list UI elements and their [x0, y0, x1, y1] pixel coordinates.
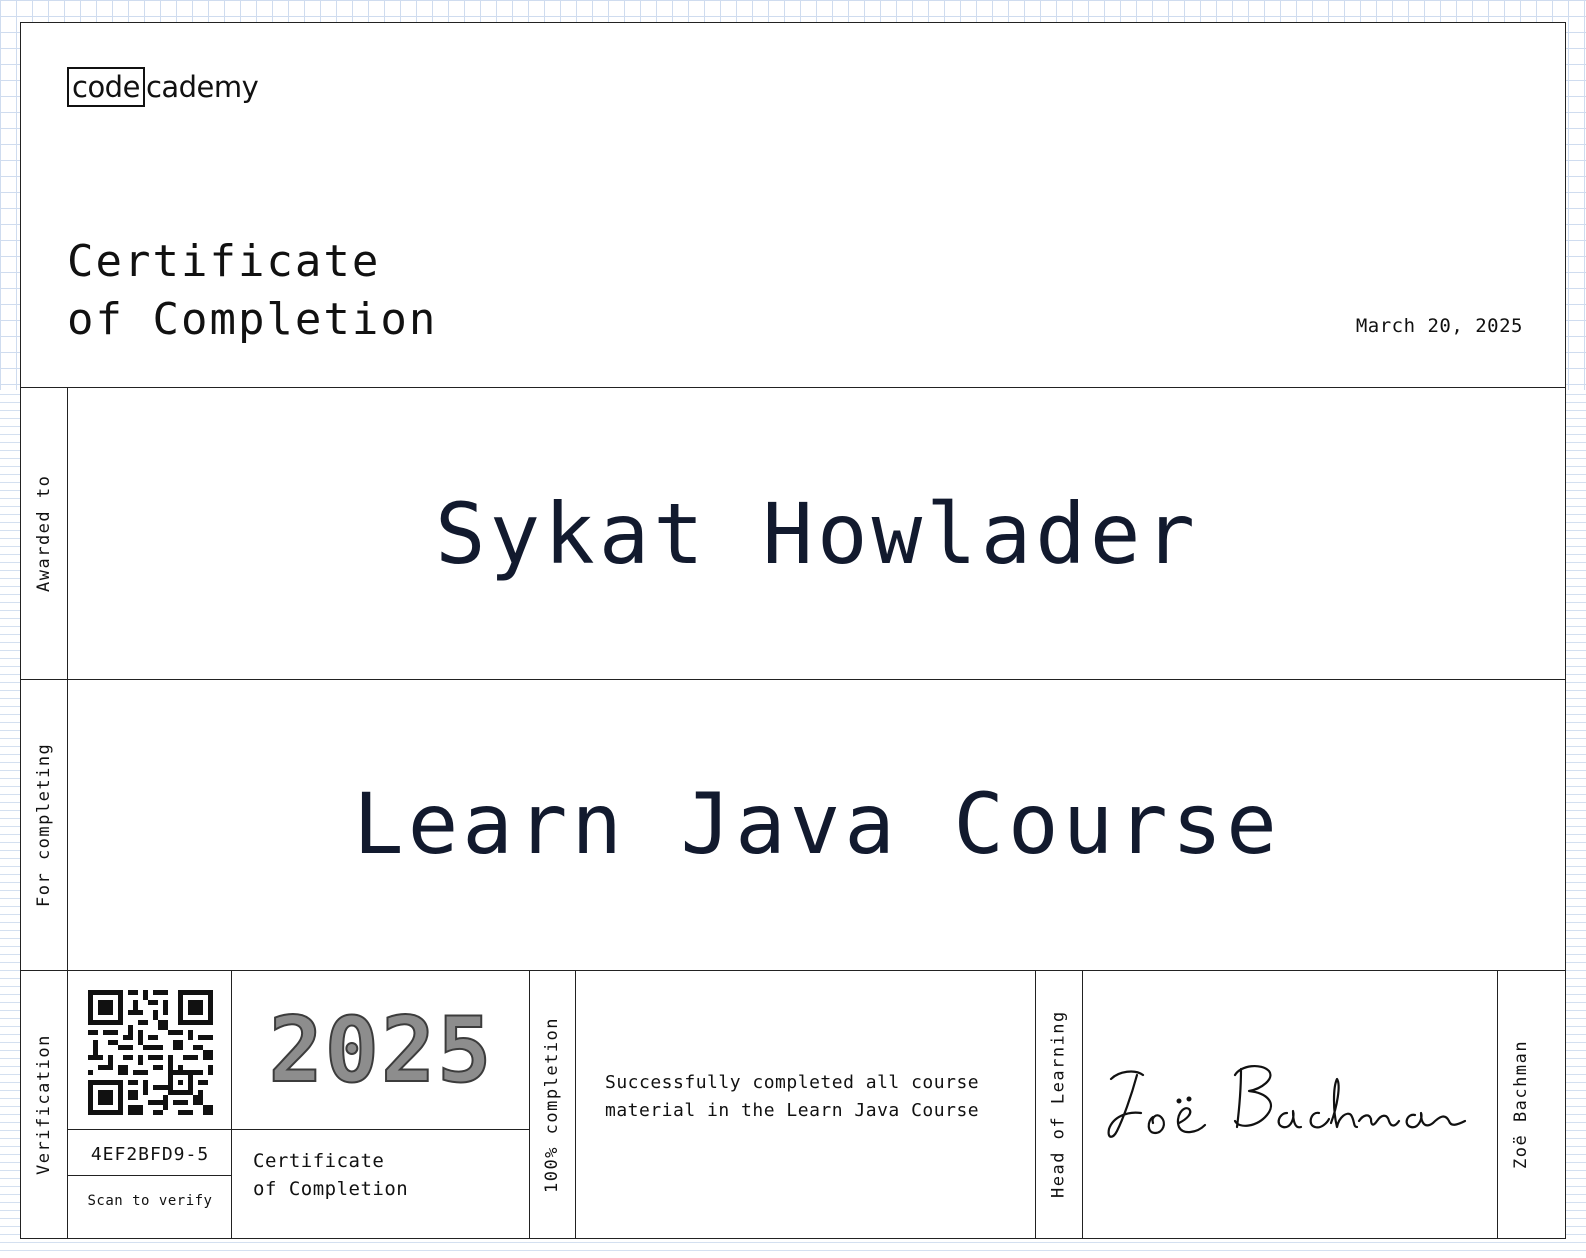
- title-line-2: of Completion: [67, 294, 438, 345]
- recipient-name: Sykat Howlader: [434, 485, 1199, 583]
- signature: [1101, 1041, 1489, 1147]
- signatory-name: Zoë Bachman: [1511, 1039, 1531, 1170]
- scan-to-verify-text: Scan to verify: [87, 1193, 213, 1209]
- small-certificate-title: [253, 1147, 408, 1203]
- logo-cademy: cademy: [145, 70, 259, 104]
- certificate-card: [20, 22, 1566, 1239]
- title-line-1: Certificate: [67, 236, 381, 287]
- divider-completion: [575, 970, 576, 1239]
- divider-qr-bottom: [67, 1129, 529, 1130]
- divider-course: [21, 970, 1565, 971]
- verification-qr-code[interactable]: [88, 990, 213, 1115]
- small-title-line-1: Certificate: [253, 1150, 385, 1172]
- certificate-title: [67, 233, 437, 349]
- small-title-line-2: of Completion: [253, 1178, 409, 1200]
- completion-percent-label: 100% completion: [542, 1016, 562, 1193]
- for-completing-label: For completing: [34, 742, 54, 907]
- divider-header: [21, 387, 1565, 388]
- divider-award: [21, 679, 1565, 680]
- course-name: Learn Java Course: [353, 775, 1281, 873]
- certificate-year: 2025: [268, 998, 494, 1103]
- verification-label: Verification: [34, 1034, 54, 1175]
- issue-date: March 20, 2025: [1355, 315, 1523, 337]
- head-of-learning-label: Head of Learning: [1048, 1010, 1069, 1199]
- label-column-divider: [67, 387, 68, 1239]
- logo-code-box: code: [67, 67, 145, 107]
- awarded-to-label: Awarded to: [34, 474, 54, 592]
- divider-qr: [231, 970, 232, 1239]
- codecademy-logo: [67, 65, 258, 109]
- completion-description: Successfully completed all course material in the Learn Java Course: [605, 1072, 980, 1121]
- divider-role: [1082, 970, 1083, 1239]
- verification-code: 4EF2BFD9-5: [90, 1143, 210, 1165]
